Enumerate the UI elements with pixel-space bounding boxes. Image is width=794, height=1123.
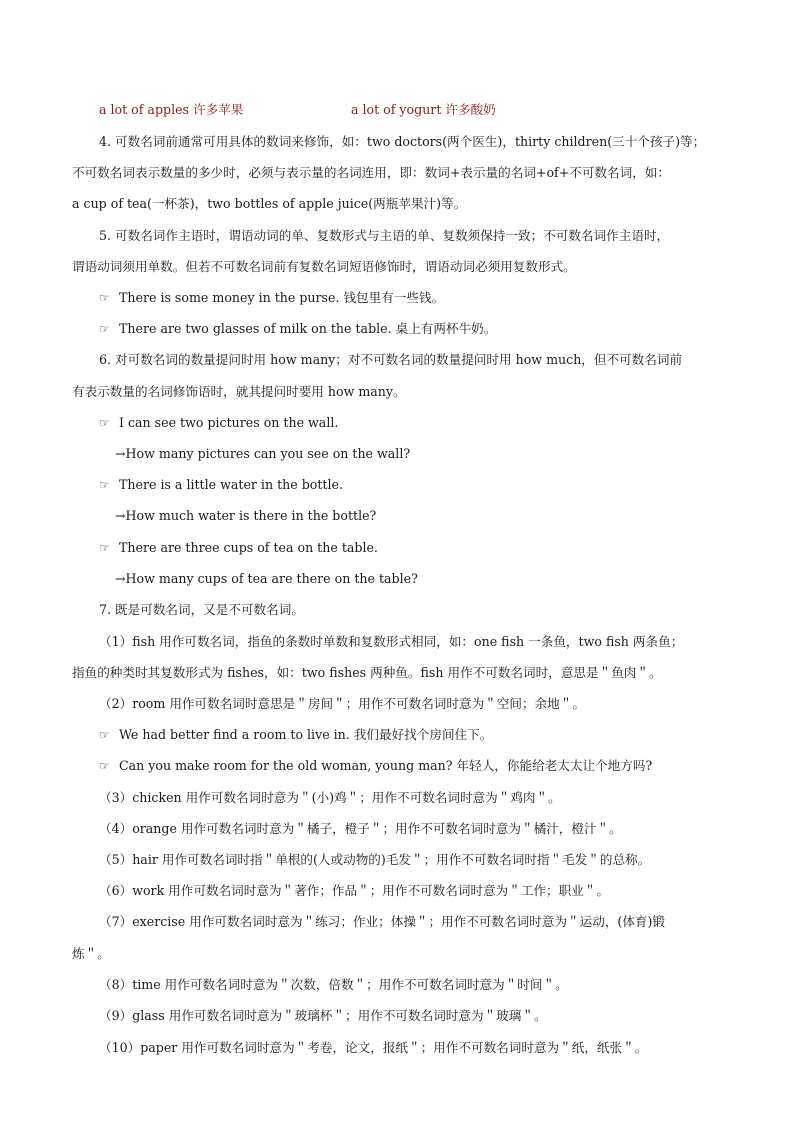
rule7-item3: （3）chicken 用作可数名词时意为＂(小)鸡＂；用作不可数名词时意为＂鸡肉＂。 — [99, 790, 561, 805]
example-text: Can you make room for the old woman, young man? 年轻人，你能给老太太让个地方吗? — [119, 758, 653, 773]
example-yogurt: a lot of yogurt 许多酸奶 — [351, 102, 496, 117]
rule4-line3: a cup of tea(一杯茶)，two bottles of apple juice(两瓶苹果汁)等。 — [72, 196, 467, 211]
rule6-line2: 有表示数量的名词修饰语时，就其提问时要用 how many。 — [72, 384, 406, 399]
rule7-item6: （6）work 用作可数名词时意为＂著作；作品＂；用作不可数名词时意为＂工作；职业＂。 — [99, 883, 609, 898]
pointing-hand-icon: ☞ — [99, 541, 110, 555]
example-text: There are two glasses of milk on the table. 桌上有两杯牛奶。 — [119, 321, 497, 336]
pointing-hand-icon: ☞ — [99, 728, 110, 742]
rule6-question3: →How many cups of tea are there on the table? — [115, 571, 418, 586]
rule7-item4: （4）orange 用作可数名词时意为＂橘子，橙子＂；用作不可数名词时意为＂橘汁，橙汁＂。 — [99, 821, 622, 836]
rule7-item7-line1: （7）exercise 用作可数名词时意为＂练习；作业；体操＂；用作不可数名词时意为＂运动，(体育)锻 — [99, 914, 666, 929]
rule4-line2: 不可数名词表示数量的多少时，必须与表示量的名词连用，即：数词+表示量的名词+of+不可数名词，如： — [72, 165, 671, 180]
rule7-title: 7. 既是可数名词，又是不可数名词。 — [99, 602, 304, 617]
rule7-item1-line1: （1）fish 用作可数名词，指鱼的条数时单数和复数形式相同，如：one fish 一条鱼，two fish 两条鱼； — [99, 634, 684, 649]
example-text: We had better find a room to live in. 我们最好找个房间住下。 — [119, 727, 493, 742]
rule6-example3 — [99, 538, 378, 558]
rule7-item7-line2: 炼＂。 — [72, 946, 110, 961]
rule7-item9: （9）glass 用作可数名词时意为＂玻璃杯＂；用作不可数名词时意为＂玻璃＂。 — [99, 1008, 547, 1023]
rule7-item2-example2 — [99, 756, 652, 776]
rule5-example1 — [99, 288, 444, 308]
rule7-item5: （5）hair 用作可数名词时指＂单根的(人或动物的)毛发＂；用作不可数名词时指＂毛发＂的总称。 — [99, 852, 651, 867]
rule7-item10: （10）paper 用作可数名词时意为＂考卷，论文，报纸＂；用作不可数名词时意为＂纸，纸张＂。 — [99, 1040, 648, 1055]
rule7-item1-line2: 指鱼的种类时其复数形式为 fishes，如：two fishes 两种鱼。fish 用作不可数名词时，意思是＂鱼肉＂。 — [72, 665, 662, 680]
pointing-hand-icon: ☞ — [99, 416, 110, 430]
pointing-hand-icon: ☞ — [99, 322, 110, 336]
rule7-item2-example1 — [99, 725, 492, 745]
example-text: I can see two pictures on the wall. — [119, 415, 339, 430]
pointing-hand-icon: ☞ — [99, 478, 110, 492]
rule4-line1: 4. 可数名词前通常可用具体的数词来修饰，如：two doctors(两个医生)，thirty children(三十个孩子)等； — [99, 134, 706, 149]
example-text: There are three cups of tea on the table. — [119, 540, 378, 555]
example-text: There is some money in the purse. 钱包里有一些钱。 — [119, 290, 445, 305]
rule6-question2: →How much water is there in the bottle? — [115, 508, 377, 523]
rule6-example2 — [99, 475, 343, 495]
rule6-example1 — [99, 413, 338, 433]
pointing-hand-icon: ☞ — [99, 759, 110, 773]
rule6-line1: 6. 对可数名词的数量提问时用 how many；对不可数名词的数量提问时用 how much，但不可数名词前 — [99, 352, 683, 367]
example-text: There is a little water in the bottle. — [119, 477, 343, 492]
rule5-example2 — [99, 319, 496, 339]
rule5-line1: 5. 可数名词作主语时，谓语动词的单、复数形式与主语的单、复数须保持一致；不可数名词作主语时， — [99, 228, 670, 243]
rule6-question1: →How many pictures can you see on the wall? — [115, 446, 411, 461]
rule7-item2: （2）room 用作可数名词时意思是＂房间＂；用作不可数名词时意为＂空间；余地＂。 — [99, 696, 585, 711]
rule7-item8: （8）time 用作可数名词时意为＂次数，倍数＂；用作不可数名词时意为＂时间＂。 — [99, 977, 568, 992]
example-apples: a lot of apples 许多苹果 — [99, 102, 244, 117]
rule5-line2: 谓语动词须用单数。但若不可数名词前有复数名词短语修饰时，谓语动词必须用复数形式。 — [72, 259, 576, 274]
pointing-hand-icon: ☞ — [99, 291, 110, 305]
